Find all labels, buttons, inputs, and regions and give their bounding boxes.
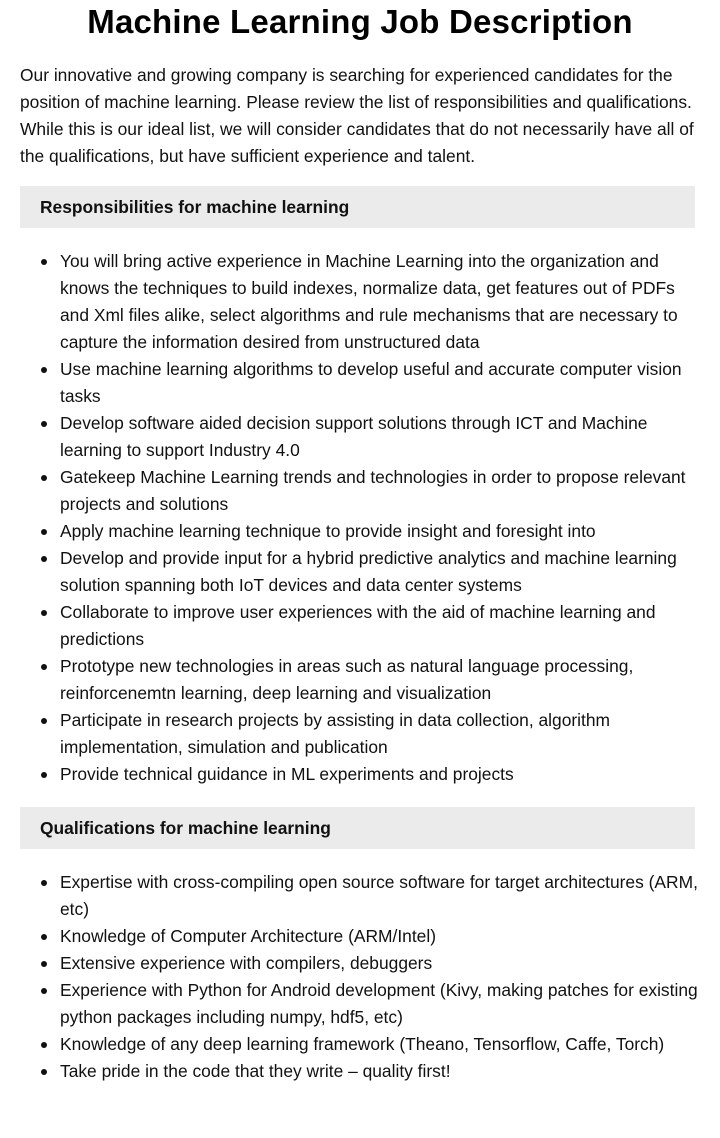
list-item: [60, 599, 700, 653]
bullet-icon: [41, 529, 47, 535]
list-item-text: You will bring active experience in Machine Learning into the organization and knows the techniques to build indexes, normalize data, get features out of PDFs and Xml files alike, select algorithms and rule mechanisms that are necessary to capture the information desired from unstructured data: [60, 251, 678, 352]
qualifications-heading: Qualifications for machine learning: [20, 807, 695, 849]
list-item-text: Experience with Python for Android development (Kivy, making patches for existing python packages including numpy, hdf5, etc): [60, 980, 698, 1027]
qualifications-list: [20, 869, 700, 1085]
list-item-text: Expertise with cross-compiling open source software for target architectures (ARM, etc): [60, 872, 698, 919]
responsibilities-heading: Responsibilities for machine learning: [20, 186, 695, 228]
list-item-text: Knowledge of any deep learning framework (Theano, Tensorflow, Caffe, Torch): [60, 1034, 665, 1054]
bullet-icon: [41, 1069, 47, 1075]
bullet-icon: [41, 1042, 47, 1048]
page-title: Machine Learning Job Description: [87, 3, 633, 40]
list-item-text: Take pride in the code that they write – quality first!: [60, 1061, 451, 1081]
list-item-text: Provide technical guidance in ML experiments and projects: [60, 764, 514, 784]
list-item: [60, 869, 700, 923]
list-item-text: Gatekeep Machine Learning trends and technologies in order to propose relevant projects and solutions: [60, 467, 686, 514]
list-item: [60, 761, 700, 788]
intro-paragraph: Our innovative and growing company is searching for experienced candidates for the position of machine learning. Please review the list of responsibilities and qualifications. While this is our ideal list, we will consider candidates that do not necessarily have all of the qualifications, but have sufficient experience and talent.: [20, 65, 694, 166]
list-item: [60, 410, 700, 464]
list-item: [60, 1031, 700, 1058]
list-item-text: Participate in research projects by assisting in data collection, algorithm implementation, simulation and publication: [60, 710, 611, 757]
bullet-icon: [41, 475, 47, 481]
bullet-icon: [41, 961, 47, 967]
bullet-icon: [41, 718, 47, 724]
bullet-icon: [41, 934, 47, 940]
list-item: [60, 518, 700, 545]
list-item: [60, 356, 700, 410]
list-item: [60, 707, 700, 761]
list-item-text: Prototype new technologies in areas such as natural language processing, reinforcenemtn learning, deep learning and visualization: [60, 656, 634, 703]
list-item-text: Extensive experience with compilers, debuggers: [60, 953, 433, 973]
list-item: [60, 950, 700, 977]
bullet-icon: [41, 988, 47, 994]
bullet-icon: [41, 421, 47, 427]
list-item: [60, 1058, 700, 1085]
bullet-icon: [41, 772, 47, 778]
list-item-text: Develop software aided decision support solutions through ICT and Machine learning to support Industry 4.0: [60, 413, 648, 460]
list-item: [60, 464, 700, 518]
bullet-icon: [41, 664, 47, 670]
list-item: [60, 248, 700, 356]
bullet-icon: [41, 367, 47, 373]
bullet-icon: [41, 556, 47, 562]
list-item: [60, 923, 700, 950]
list-item: [60, 653, 700, 707]
list-item-text: Apply machine learning technique to provide insight and foresight into: [60, 521, 596, 541]
list-item: [60, 545, 700, 599]
bullet-icon: [41, 880, 47, 886]
responsibilities-list: [20, 248, 700, 788]
list-item-text: Collaborate to improve user experiences with the aid of machine learning and predictions: [60, 602, 656, 649]
list-item-text: Develop and provide input for a hybrid predictive analytics and machine learning solution spanning both IoT devices and data center systems: [60, 548, 677, 595]
bullet-icon: [41, 259, 47, 265]
bullet-icon: [41, 610, 47, 616]
list-item-text: Knowledge of Computer Architecture (ARM/Intel): [60, 926, 436, 946]
list-item: [60, 977, 700, 1031]
list-item-text: Use machine learning algorithms to develop useful and accurate computer vision tasks: [60, 359, 682, 406]
